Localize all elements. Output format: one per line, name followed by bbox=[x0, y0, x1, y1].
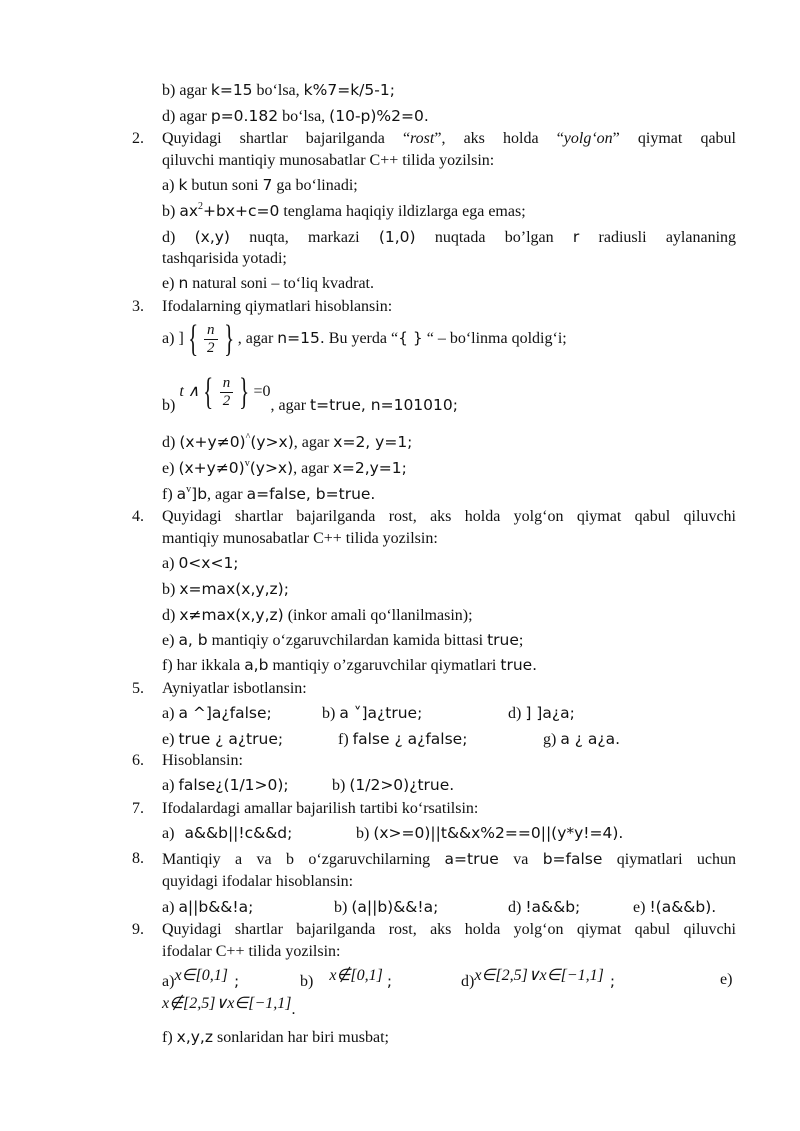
math: x≠max(x,y,z) bbox=[179, 606, 284, 624]
numerator: n bbox=[220, 375, 234, 393]
q8-a bbox=[162, 897, 253, 918]
text: (inkor amali qo‘llanilmasin); bbox=[283, 607, 473, 624]
text: e) bbox=[162, 460, 179, 477]
text: rost bbox=[410, 130, 435, 147]
q5-heading: Ayniyatlar isbotlansin: bbox=[162, 680, 307, 697]
math: !(a&&b). bbox=[649, 898, 717, 916]
q3-e bbox=[162, 458, 407, 479]
q6-a bbox=[162, 775, 289, 796]
text: nuqtada bo’lgan bbox=[415, 229, 573, 246]
q2-line1 bbox=[162, 129, 736, 149]
item-number: 9. bbox=[132, 921, 144, 938]
item-number: 6. bbox=[132, 752, 144, 769]
q6-b bbox=[332, 775, 454, 796]
math: p=0.182 bbox=[210, 107, 279, 125]
q3-d bbox=[162, 432, 412, 453]
math: (10-p)%2=0. bbox=[329, 107, 429, 125]
text: mantiqiy o‘zgaruvchilardan kamida bittasi bbox=[207, 632, 488, 649]
q2-d-line2: tashqarisida yotadi; bbox=[162, 250, 287, 267]
q8-b bbox=[334, 897, 438, 918]
text: a) bbox=[162, 330, 179, 347]
text: b) bbox=[162, 203, 180, 220]
q9-line1: Quyidagi shartlar bajarilganda rost, aks holda yolg‘on qiymat qabul qiluvchi bbox=[162, 921, 736, 938]
q4-a bbox=[162, 553, 239, 574]
q5-a bbox=[162, 703, 272, 724]
text: tenglama haqiqiy ildizlarga ega emas; bbox=[279, 203, 526, 220]
text: d) bbox=[508, 899, 526, 916]
math: n bbox=[178, 274, 189, 292]
q5-d bbox=[508, 703, 575, 724]
math: ] ]a¿a; bbox=[525, 704, 575, 722]
math: n=15. bbox=[277, 329, 325, 347]
text: a) bbox=[162, 825, 179, 842]
q3-b bbox=[162, 372, 458, 426]
math: (x+y≠0) bbox=[179, 433, 246, 451]
q7-b bbox=[356, 823, 623, 844]
math: x∈[2,5]∨x∈[−1,1] bbox=[474, 967, 604, 984]
math: a&&b||!c&&d; bbox=[184, 824, 293, 842]
item-number: 2. bbox=[132, 130, 144, 147]
math: false¿(1/1>0); bbox=[178, 776, 289, 794]
denominator: 2 bbox=[222, 392, 231, 409]
math: ; bbox=[609, 972, 616, 990]
text: e) bbox=[162, 275, 179, 292]
math: x∈[0,1] bbox=[174, 967, 228, 984]
q4-b bbox=[162, 579, 289, 600]
text: a) bbox=[162, 973, 175, 990]
q3-f bbox=[162, 484, 375, 505]
q9-e-label: e) bbox=[720, 971, 733, 988]
text: e) bbox=[162, 731, 179, 748]
text: b) bbox=[332, 777, 350, 794]
text: a) bbox=[162, 555, 179, 572]
text: “ – bo‘linma qoldig‘i; bbox=[422, 330, 567, 347]
text: d) bbox=[162, 229, 195, 246]
text: , agar bbox=[237, 330, 278, 347]
math: (1/2>0)¿true. bbox=[349, 776, 455, 794]
math: x=2,y=1; bbox=[332, 459, 407, 477]
math: a,b bbox=[244, 656, 269, 674]
q7-a bbox=[162, 823, 292, 844]
line-1d bbox=[162, 106, 429, 127]
q4-d bbox=[162, 605, 473, 626]
text: d) agar bbox=[162, 108, 211, 125]
brace-open-icon: { bbox=[203, 371, 214, 414]
math: x=max(x,y,z); bbox=[179, 580, 289, 598]
math: false ¿ a¿false; bbox=[352, 730, 468, 748]
q5-b bbox=[322, 703, 422, 724]
text: a) bbox=[162, 777, 179, 794]
text: f) bbox=[338, 731, 353, 748]
q8-line1 bbox=[162, 849, 736, 870]
denominator: 2 bbox=[207, 339, 215, 356]
math: a=true bbox=[444, 850, 499, 868]
math: x=2, y=1; bbox=[333, 433, 413, 451]
q4-f bbox=[162, 655, 537, 676]
text: yolg‘on bbox=[563, 130, 613, 147]
text: va bbox=[498, 851, 543, 868]
math: t ∧ bbox=[179, 383, 200, 400]
math: (x,y) bbox=[194, 228, 230, 246]
q5-f bbox=[338, 729, 467, 750]
text: ”, aks holda “ bbox=[434, 130, 564, 147]
q9-b bbox=[300, 966, 392, 992]
math: a ˅]a¿true; bbox=[339, 704, 423, 722]
text: radiusli aylananing bbox=[579, 229, 737, 246]
q9-d bbox=[461, 966, 615, 992]
text: d) bbox=[162, 607, 180, 624]
text: . bbox=[291, 1001, 296, 1018]
text: bo‘lsa, bbox=[278, 108, 330, 125]
q9-f bbox=[162, 1027, 389, 1048]
text: Bu yerda “ bbox=[324, 330, 399, 347]
math: =0 bbox=[253, 383, 271, 400]
math: (x>=0)||t&&x%2==0||(y*y!=4). bbox=[373, 824, 624, 842]
text: f) har ikkala bbox=[162, 657, 245, 674]
text: b) bbox=[334, 899, 352, 916]
text: b) bbox=[162, 397, 176, 414]
item-number: 5. bbox=[132, 680, 144, 697]
text: d) bbox=[508, 705, 526, 722]
text: a) bbox=[162, 177, 179, 194]
math: k%7=k/5-1; bbox=[303, 81, 395, 99]
fraction bbox=[204, 322, 218, 357]
item-number: 3. bbox=[132, 298, 144, 315]
q5-e bbox=[162, 729, 283, 750]
text: , agar bbox=[270, 397, 311, 414]
math: x∉[2,5]∨x∈[−1,1] bbox=[162, 995, 292, 1012]
text: d) bbox=[461, 973, 475, 990]
q4-line2: mantiqiy munosabatlar C++ tilida yozilsin: bbox=[162, 530, 438, 547]
math: a||b&&!a; bbox=[178, 898, 254, 916]
item-number: 8. bbox=[132, 850, 144, 867]
math: t=true, n=101010; bbox=[310, 396, 458, 414]
text: butun soni bbox=[187, 177, 263, 194]
fraction bbox=[220, 375, 234, 410]
math: ; bbox=[233, 972, 240, 990]
math: !a&&b; bbox=[525, 898, 581, 916]
math: b=false bbox=[542, 850, 603, 868]
text: b) bbox=[356, 825, 374, 842]
text: Quyidagi shartlar bajarilganda “ bbox=[162, 130, 411, 147]
q3-heading: Ifodalarning qiymatlari hisoblansin: bbox=[162, 298, 393, 315]
text: ; bbox=[518, 632, 524, 649]
q8-line2: quyidagi ifodalar hisoblansin: bbox=[162, 873, 354, 890]
numerator: n bbox=[204, 322, 218, 340]
math: +bx+c=0 bbox=[203, 202, 280, 220]
text: bo‘lsa, bbox=[252, 82, 304, 99]
math: { } bbox=[398, 329, 423, 347]
math: (a||b)&&!a; bbox=[351, 898, 439, 916]
math: true ¿ a¿true; bbox=[178, 730, 284, 748]
text: f) bbox=[162, 486, 177, 503]
text: ” qiymat qabul bbox=[612, 130, 736, 147]
math: ; bbox=[386, 972, 393, 990]
item-number: 7. bbox=[132, 800, 144, 817]
text: g) bbox=[543, 731, 561, 748]
superscript: 2 bbox=[198, 201, 203, 212]
superscript: ^ bbox=[245, 432, 251, 443]
text: d) bbox=[162, 434, 180, 451]
text: mantiqiy o’zgaruvchilar qiymatlari bbox=[268, 657, 501, 674]
math: ]b bbox=[191, 485, 208, 503]
text: natural soni – to‘liq kvadrat. bbox=[188, 275, 374, 292]
q3-a bbox=[162, 318, 567, 359]
math: a=false, b=true. bbox=[246, 485, 376, 503]
q2-d-line1 bbox=[162, 227, 736, 248]
q4-line1: Quyidagi shartlar bajarilganda rost, aks holda yolg‘on qiymat qabul qiluvchi bbox=[162, 508, 736, 525]
math: (1,0) bbox=[378, 228, 416, 246]
math: x∉[0,1] bbox=[329, 967, 383, 984]
math: a, b bbox=[178, 631, 208, 649]
q9-line2: ifodalar C++ tilida yozilsin: bbox=[162, 943, 341, 960]
math: ] bbox=[178, 330, 184, 347]
item-number: 4. bbox=[132, 508, 144, 525]
text: , agar bbox=[293, 460, 333, 477]
q2-line2: qiluvchi mantiqiy munosabatlar C++ tilida yozilsin: bbox=[162, 152, 495, 169]
text: Mantiqiy a va b o‘zgaruvchilarning bbox=[162, 851, 445, 868]
q8-d bbox=[508, 897, 580, 918]
math: (y>x) bbox=[249, 459, 294, 477]
q7-heading: Ifodalardagi amallar bajarilish tartibi ko‘rsatilsin: bbox=[162, 800, 479, 817]
text: e) bbox=[633, 899, 650, 916]
q2-e bbox=[162, 273, 374, 294]
q6-heading: Hisoblansin: bbox=[162, 752, 243, 769]
text: f) bbox=[162, 1029, 177, 1046]
math: x,y,z bbox=[176, 1028, 213, 1046]
math: r bbox=[572, 228, 580, 246]
text: b) bbox=[322, 705, 340, 722]
q8-e bbox=[633, 897, 716, 918]
text: a) bbox=[162, 899, 179, 916]
q5-g bbox=[543, 729, 620, 750]
math: a ^]a¿false; bbox=[178, 704, 272, 722]
text: b) bbox=[300, 973, 314, 990]
math: k bbox=[178, 176, 188, 194]
line-1b bbox=[162, 80, 395, 101]
text: e) bbox=[162, 632, 179, 649]
text: nuqta, markazi bbox=[229, 229, 379, 246]
q2-b bbox=[162, 201, 526, 222]
text: qiymatlari uchun bbox=[602, 851, 737, 868]
text: b) bbox=[162, 581, 180, 598]
math: a bbox=[176, 485, 187, 503]
brace-close-icon: } bbox=[239, 371, 250, 414]
text: , agar bbox=[293, 434, 334, 451]
math: true bbox=[487, 631, 519, 649]
math: (x+y≠0) bbox=[178, 459, 245, 477]
superscript: v bbox=[186, 484, 192, 495]
math: true. bbox=[500, 656, 538, 674]
text: ga bo‘linadi; bbox=[272, 177, 358, 194]
superscript: v bbox=[244, 458, 250, 469]
math: 7 bbox=[262, 176, 273, 194]
q9-e bbox=[162, 994, 296, 1020]
math: 0<x<1; bbox=[178, 554, 239, 572]
brace-open-icon: { bbox=[187, 318, 198, 361]
math: ax bbox=[179, 202, 198, 220]
text: , agar bbox=[207, 486, 247, 503]
math: a ¿ a¿a. bbox=[560, 730, 621, 748]
brace-close-icon: } bbox=[223, 318, 234, 361]
text: b) agar bbox=[162, 82, 211, 99]
q9-a bbox=[162, 966, 239, 992]
text: sonlaridan har biri musbat; bbox=[213, 1029, 389, 1046]
math: (y>x) bbox=[250, 433, 294, 451]
q4-e bbox=[162, 630, 523, 651]
q2-a bbox=[162, 175, 358, 196]
math: k=15 bbox=[210, 81, 253, 99]
text: a) bbox=[162, 705, 179, 722]
